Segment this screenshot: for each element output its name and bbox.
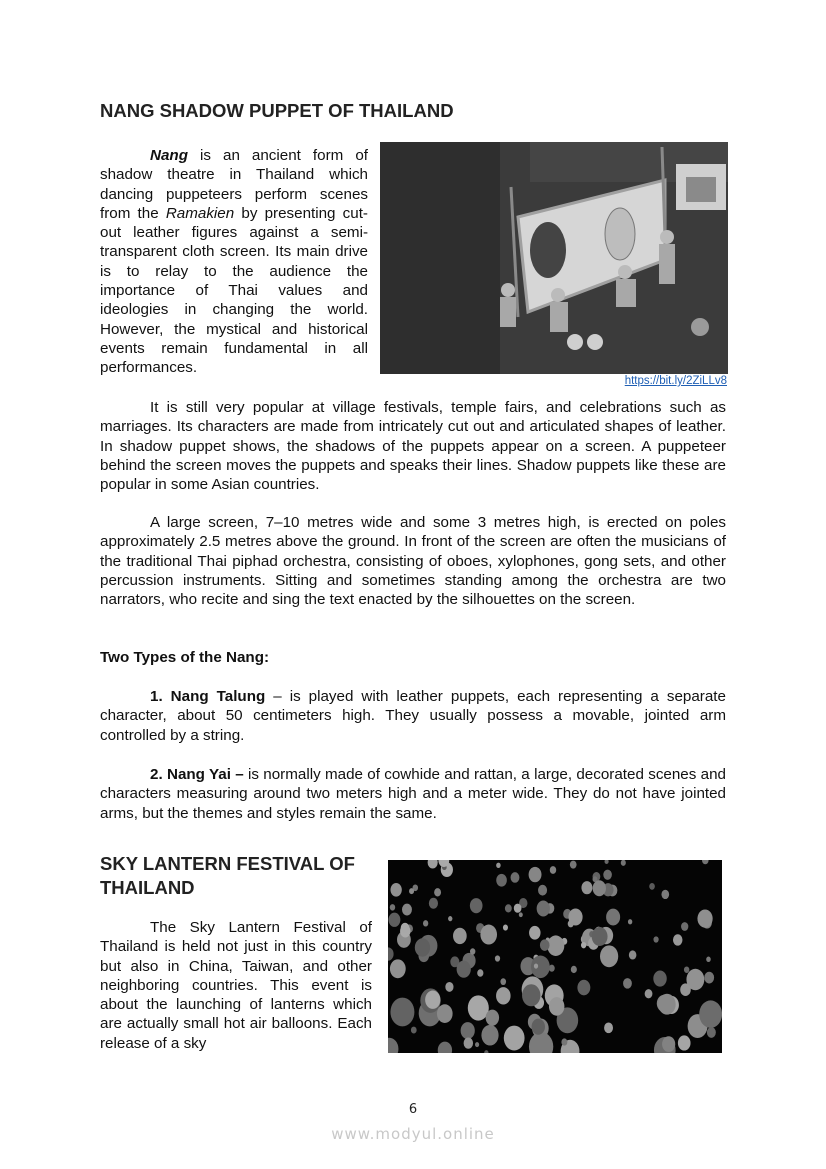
lantern-shape bbox=[540, 939, 550, 951]
lantern-shape bbox=[453, 928, 467, 944]
lantern-shape bbox=[592, 927, 608, 946]
lantern-shape bbox=[678, 1035, 691, 1050]
lantern-shape bbox=[500, 978, 506, 985]
lantern-shape bbox=[645, 989, 653, 998]
lantern-shape bbox=[475, 1042, 479, 1047]
type-item-nang-yai bbox=[100, 765, 726, 823]
lantern-shape bbox=[529, 867, 542, 882]
lantern-shape bbox=[568, 909, 582, 926]
lantern-shape bbox=[461, 1022, 475, 1039]
lantern-shape bbox=[496, 874, 507, 887]
lantern-shape bbox=[581, 881, 592, 894]
sky-lanterns-illustration bbox=[388, 860, 722, 1053]
lantern-shape bbox=[448, 916, 452, 921]
lantern-shape bbox=[532, 1019, 545, 1035]
section-title-nang: NANG SHADOW PUPPET OF THAILAND bbox=[100, 100, 454, 121]
lantern-shape bbox=[662, 1036, 675, 1052]
lantern-shape bbox=[534, 963, 538, 968]
nang-shadow-puppet-image bbox=[380, 142, 728, 374]
lantern-shape bbox=[571, 966, 577, 973]
screen-paragraph bbox=[100, 513, 726, 609]
image-source-link[interactable]: https://bit.ly/2ZiLLv8 bbox=[624, 375, 727, 387]
lantern-shape bbox=[653, 936, 658, 942]
lantern-shape bbox=[538, 885, 547, 896]
lantern-shape bbox=[457, 961, 471, 978]
lantern-shape bbox=[477, 969, 483, 976]
lantern-shape bbox=[504, 1026, 525, 1051]
lantern-shape bbox=[603, 870, 612, 880]
intro-text-b: by presenting cut-out leather figures against a semi-transparent cloth screen. Its main drive is to relay to the audience the importance of Thai values and ideologies in changing the world. However, the mystical and historical events remain fundamental in all performances. bbox=[100, 204, 368, 377]
lantern-shape bbox=[486, 1010, 499, 1026]
lantern-shape bbox=[470, 948, 475, 955]
lantern-shape bbox=[423, 920, 428, 926]
section-title-sky-lantern: SKY LANTERN FESTIVAL OF THAILAND bbox=[100, 853, 355, 898]
lantern-shape bbox=[649, 883, 655, 890]
lantern-shape bbox=[661, 890, 669, 899]
lantern-shape bbox=[550, 866, 556, 874]
intro-text-a: is an ancient form of shadow theatre in Thailand which dancing puppeteers perform scenes from the bbox=[100, 147, 368, 222]
lantern-shape bbox=[699, 1000, 722, 1028]
lantern-shape bbox=[522, 984, 540, 1006]
lantern-shape bbox=[658, 994, 675, 1015]
type-text: – is played with leather puppets, each representing a separate character, about 50 centimeters high. They usually possess a movable, jointed arm controlled by a string. bbox=[100, 688, 726, 744]
lantern-shape bbox=[684, 966, 689, 973]
lantern-shape bbox=[653, 970, 666, 986]
lantern-shape bbox=[464, 1037, 473, 1048]
nang-term: Nang bbox=[150, 147, 188, 164]
lantern-shape bbox=[537, 901, 550, 917]
lantern-shape bbox=[415, 938, 430, 956]
page-number: 6 bbox=[408, 1102, 418, 1117]
lantern-shape bbox=[470, 898, 483, 913]
lantern-shape bbox=[402, 904, 412, 916]
lantern-shape bbox=[604, 1022, 613, 1033]
lantern-shape bbox=[401, 923, 410, 933]
lantern-shape bbox=[570, 861, 577, 869]
lantern-shape bbox=[706, 957, 711, 962]
lantern-shape bbox=[390, 998, 414, 1027]
sky-lantern-paragraph bbox=[100, 918, 372, 1053]
type-label: 1. Nang Talung bbox=[150, 688, 266, 705]
lantern-shape bbox=[388, 913, 400, 927]
lantern-shape bbox=[680, 983, 691, 996]
lantern-shape bbox=[437, 1004, 453, 1023]
lantern-shape bbox=[411, 1027, 417, 1034]
lantern-shape bbox=[496, 987, 511, 1004]
lantern-shape bbox=[514, 904, 522, 913]
lantern-shape bbox=[704, 972, 714, 984]
lantern-shape bbox=[600, 945, 618, 967]
type-text: is normally made of cowhide and rattan, a large, decorated scenes and characters measuring around two meters high and a meter wide. They do not have jointed arms, but the themes and styles remain the same. bbox=[100, 766, 726, 822]
lantern-shape bbox=[390, 959, 406, 978]
sky-lantern-image bbox=[388, 860, 722, 1053]
lantern-shape bbox=[505, 904, 512, 912]
nang-mural-illustration bbox=[380, 142, 728, 374]
lantern-shape bbox=[577, 980, 590, 996]
lantern-shape bbox=[503, 925, 508, 931]
lantern-shape bbox=[593, 880, 606, 896]
lantern-text: The Sky Lantern Festival of Thailand is held not just in this country but also in China, Taiwan, and other neighboring countries. This event is about the launching of lanterns which are actually small hot air balloons. Each release of a sky bbox=[100, 919, 372, 1052]
lantern-shape bbox=[390, 904, 395, 911]
lantern-shape bbox=[531, 955, 550, 978]
watermark: www.modyul.online bbox=[331, 1125, 495, 1143]
lantern-shape bbox=[496, 863, 501, 868]
lantern-shape bbox=[621, 860, 626, 866]
lantern-shape bbox=[628, 919, 632, 924]
popular-text: It is still very popular at village festivals, temple fairs, and celebrations such as marriages. Its characters are made from intricately cut out and articulated shapes of leather. In shadow puppet shows, the shadows of the puppets appear on a screen. A puppeteer behind the screen moves the puppets and speaks their lines. Shadow puppets like these are popular in some Asian countries. bbox=[100, 399, 726, 494]
lantern-shape bbox=[547, 935, 564, 956]
lantern-shape bbox=[629, 950, 637, 959]
lantern-shape bbox=[707, 1027, 716, 1038]
lantern-shape bbox=[495, 955, 500, 961]
lantern-shape bbox=[480, 925, 497, 945]
lantern-shape bbox=[673, 934, 683, 945]
lantern-shape bbox=[697, 909, 712, 927]
type-item-nang-talung bbox=[100, 687, 726, 745]
ramakien-term: Ramakien bbox=[165, 204, 235, 222]
lantern-shape bbox=[434, 888, 441, 896]
lantern-shape bbox=[429, 898, 438, 909]
screen-text: A large screen, 7–10 metres wide and some 3 metres high, is erected on poles approximately 2.5 metres above the ground. In front of the screen are often the musicians of the traditional Thai piphad orchestra, consisting of oboes, xylophones, gong sets, and other percussion instruments. Sitting and sometimes standing among the orchestra are two narrators, who recite and sing the text enacted by the silhouettes on the screen. bbox=[100, 514, 726, 609]
lantern-shape bbox=[390, 883, 401, 897]
lantern-shape bbox=[511, 872, 520, 883]
lantern-shape bbox=[581, 942, 586, 948]
type-label: 2. Nang Yai – bbox=[150, 766, 244, 783]
types-heading: Two Types of the Nang: bbox=[100, 649, 270, 666]
lantern-shape bbox=[623, 978, 632, 989]
popular-paragraph bbox=[100, 398, 726, 494]
lantern-shape bbox=[606, 909, 620, 926]
lantern-shape bbox=[529, 926, 540, 940]
nang-intro-paragraph bbox=[100, 146, 368, 378]
lantern-shape bbox=[681, 922, 688, 931]
lantern-shape bbox=[519, 912, 523, 917]
lantern-shape bbox=[425, 991, 440, 1009]
lantern-shape bbox=[549, 997, 564, 1016]
lantern-shape bbox=[409, 888, 414, 894]
lantern-shape bbox=[445, 982, 453, 992]
lantern-shape bbox=[561, 1038, 567, 1045]
lantern-shape bbox=[481, 1025, 498, 1046]
